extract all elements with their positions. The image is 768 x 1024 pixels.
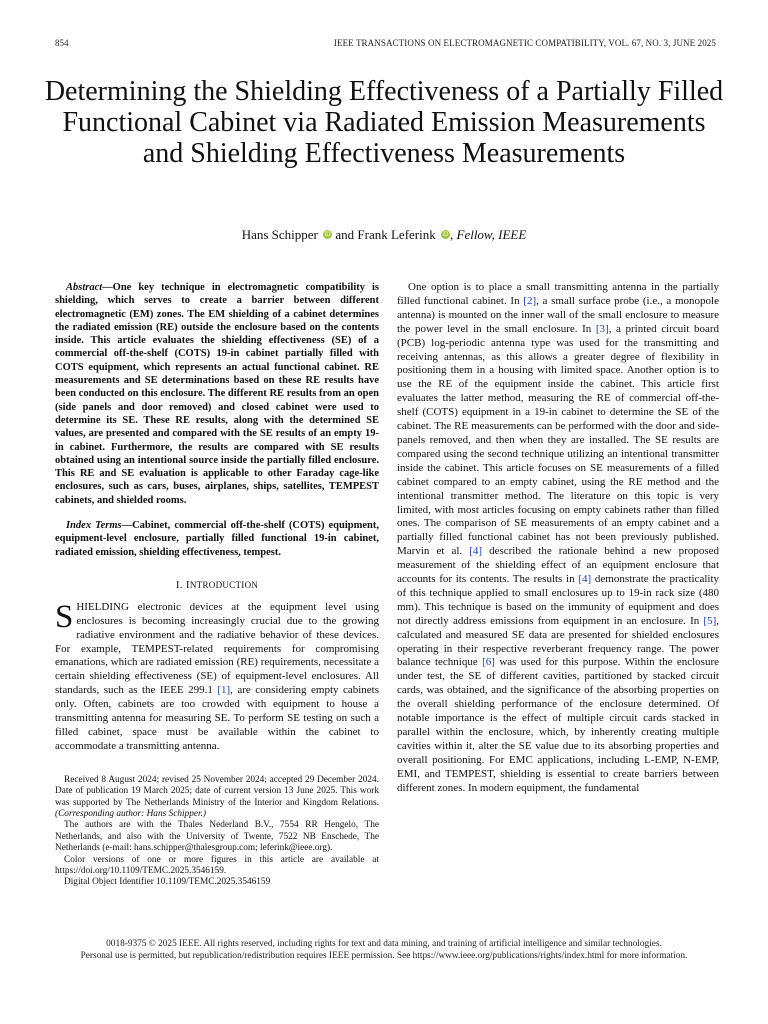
body-text: , calculated and measured SE data are presented for shielded enclosures operating in their respective reverberant frequency range. The power balance technique [397,614,719,669]
footnote-received-text: Received 8 August 2024; revised 25 November 2024; accepted 29 December 2024. Date of publication 19 March 2025; date of current version 13 June 2025. This work was supported by The Netherlands Ministry of the Interior and Kingdom Relations. [55,774,379,808]
page-number: 854 [55,38,69,48]
section-title-rest: NTRODUCTION [189,579,259,590]
index-terms-text: —Cabinet, commercial off-the-shelf (COTS) equipment, equipment-level enclosure, partially filled functional 19-in cabinet, radiated emission, shielding effectiveness, tempest. [55,520,379,558]
author-line: Hans Schipper iD and Frank Leferink iD, Fellow, IEEE [241,227,527,242]
section-title-initial: I [185,578,190,591]
drop-cap: S [55,598,74,635]
index-terms-label: Index Terms [66,520,122,532]
citation-link[interactable]: [2] [523,294,537,307]
journal-header: IEEE TRANSACTIONS ON ELECTROMAGNETIC COMPATIBILITY, VOL. 67, NO. 3, JUNE 2025 [333,38,716,48]
body-text: was used for this purpose. Within the enclosure under test, the SE of different cavities, partitioned by stacked circuit cards, was obtained, and the significance of the absorbing properties on the overall shielding performance of the enclosure determined. Of notable importance is the effect of multiple circuit cards stacked in parallel within the enclosure, which, by inherently creating multiple cavities within it, alter the SE value due to its absorbing properties and overall positioning. For EMC applications, including L-EMP, N-EMP, EMI, and TEMPEST, shielding is essential to create barriers between different zones. In modern equipment, the fundamental [397,656,719,794]
body-text: described the rationale behind a new proposed measurement of the shielding effect of an equipment enclosure that accounts for its contents. The results in [397,545,719,586]
intro-text-1: electronic devices at the equipment level using enclosures is becoming increasingly crucial due to the growing radiative environment and the radiative behavior of these devices. For example, TEMPEST-related requirements for compromising emanations, which are radiated emission (RE) requirements, necessitate a certain shielding effectiveness (SE) of equipment-level enclosures. All standards, such as the IEEE 299.1 [55,600,379,697]
section-numeral: I. [175,578,183,591]
orcid-icon[interactable]: iD [442,231,449,238]
abstract-label: Abstract [66,282,103,293]
citation-link[interactable]: [1] [217,684,231,697]
citation-link[interactable]: [3] [595,322,609,335]
citation-link[interactable]: [4] [469,545,483,558]
index-terms [55,519,379,559]
author-fellow-note: Fellow, IEEE [456,227,527,242]
left-column [55,281,379,889]
copyright-footer [30,938,738,962]
body-text: , a small surface probe (i.e., a monopole antenna) is mounted on the inner wall of the small enclosure to measure the power level in the small enclosure. In [397,294,719,335]
body-paragraph [397,281,719,796]
permission-line: Personal use is permitted, but republication/redistribution requires IEEE permission. See https://www.ieee.org/publications/rights/index.html for more information. [80,951,688,961]
body-text: demonstrate the practicality of this technique applied to small enclosures up to 19-in rack size (480 mm). This technique is based on the immunity of equipment and does not directly address emissions from equipment in an enclosure. In [397,573,720,627]
corresponding-author: (Corresponding author: Hans Schipper.) [55,809,206,820]
body-text: , a printed circuit board (PCB) log-periodic antenna type was used for the transmitting and receiving antennas, as this allows a greater degree of flexibility in positioning them in a housing with limited space. Another option is to use the RE of the equipment inside the cabinet. This article first evaluates the latter method, measuring the RE of commercial off-the-shelf (COTS) equipment in a 19-in cabinet to determine the SE of the cabinet. The RE measurements can be performed with the door and side-panels removed, and then when they are installed. The SE results are compared using the second technique utilizing an intentional transmitter inside the cabinet. This article focuses on SE measurements of a filled cabinet compared to an empty cabinet, using the RE method and the intentional transmitter method. The literature on this topic is very limited, with most articles focusing on empty cabinets rather than filled ones. The comparison of SE measurements of an empty cabinet and a partially filled functional cabinet has not been previously published. Marvin et al. [397,322,719,558]
copyright-line: 0018-9375 © 2025 IEEE. All rights reserved, including rights for text and data mining, and training of artificial intelligence and similar technologies. [106,939,662,949]
abstract-text: —One key technique in electromagnetic compatibility is shielding, which serves to create a barrier between different electromagnetic (EM) zones. The EM shielding of a cabinet determines the radiated emission (RE) outside the enclosure based on the contents inside. This article evaluates the shielding effectiveness (SE) of a commercial off-the-shelf (COTS) 19-in cabinet partially filled with COTS equipment, which represents an actual functional cabinet. RE measurements and SE determinations based on these RE results have been conducted on this enclosure. The different RE results from an open (side panels and door removed) and closed cabinet were used to determine its SE. These RE results, along with the determined SE values, are presented and compared with the SE results of an empty 19-in cabinet. Furthermore, the results are compared with SE results obtained using an intentional source inside the partially filled enclosure. This RE and SE evaluation is applicable to other Faraday cage-like enclosures, such as cars, buses, airplanes, ships, satellites, TEMPEST cabinets, and shielded rooms. [55,282,379,506]
author-name: Hans Schipper [241,227,318,242]
intro-text-2: , are considering empty cabinets only. Often, cabinets are too crowded with equipment to house a transmitting antenna for measuring SE. To perform SE testing on such a filled cabinet, space must be available within the cabinet to accommodate a transmitting antenna. [55,684,379,752]
author-connector: and Frank Leferink [335,227,436,242]
intro-lead: HIELDING [76,600,129,613]
footnote-received [55,775,379,821]
body-text: One option is to place a small transmitting antenna in the partially filled functional cabinet. In [397,281,719,307]
footnote-color: Color versions of one or more figures in this article are available at https://doi.org/10.1109/TEMC.2025.3546159. [55,854,379,877]
citation-link[interactable]: [5] [703,614,717,627]
footnote-affiliation: The authors are with the Thales Nederland B.V., 7554 RR Hengelo, The Netherlands, and also with the University of Twente, 7522 NB Enschede, The Netherlands (e-mail: hans.schipper@thalesgroup.com; leferink@ieee.org). [55,820,379,854]
footnote-doi: Digital Object Identifier 10.1109/TEMC.2025.3546159 [64,877,271,888]
citation-link[interactable]: [4] [578,573,592,586]
section-heading [55,579,379,593]
orcid-icon[interactable]: iD [324,231,331,238]
intro-paragraph [55,598,379,754]
right-column [397,281,719,796]
footnotes [55,775,379,889]
abstract [55,281,379,507]
citation-link[interactable]: [6] [482,656,495,669]
paper-title: Determining the Shielding Effectiveness of a Partially Filled Functional Cabinet via Radiated Emission Measurements and Shielding Effectiveness Measurements [44,76,724,169]
